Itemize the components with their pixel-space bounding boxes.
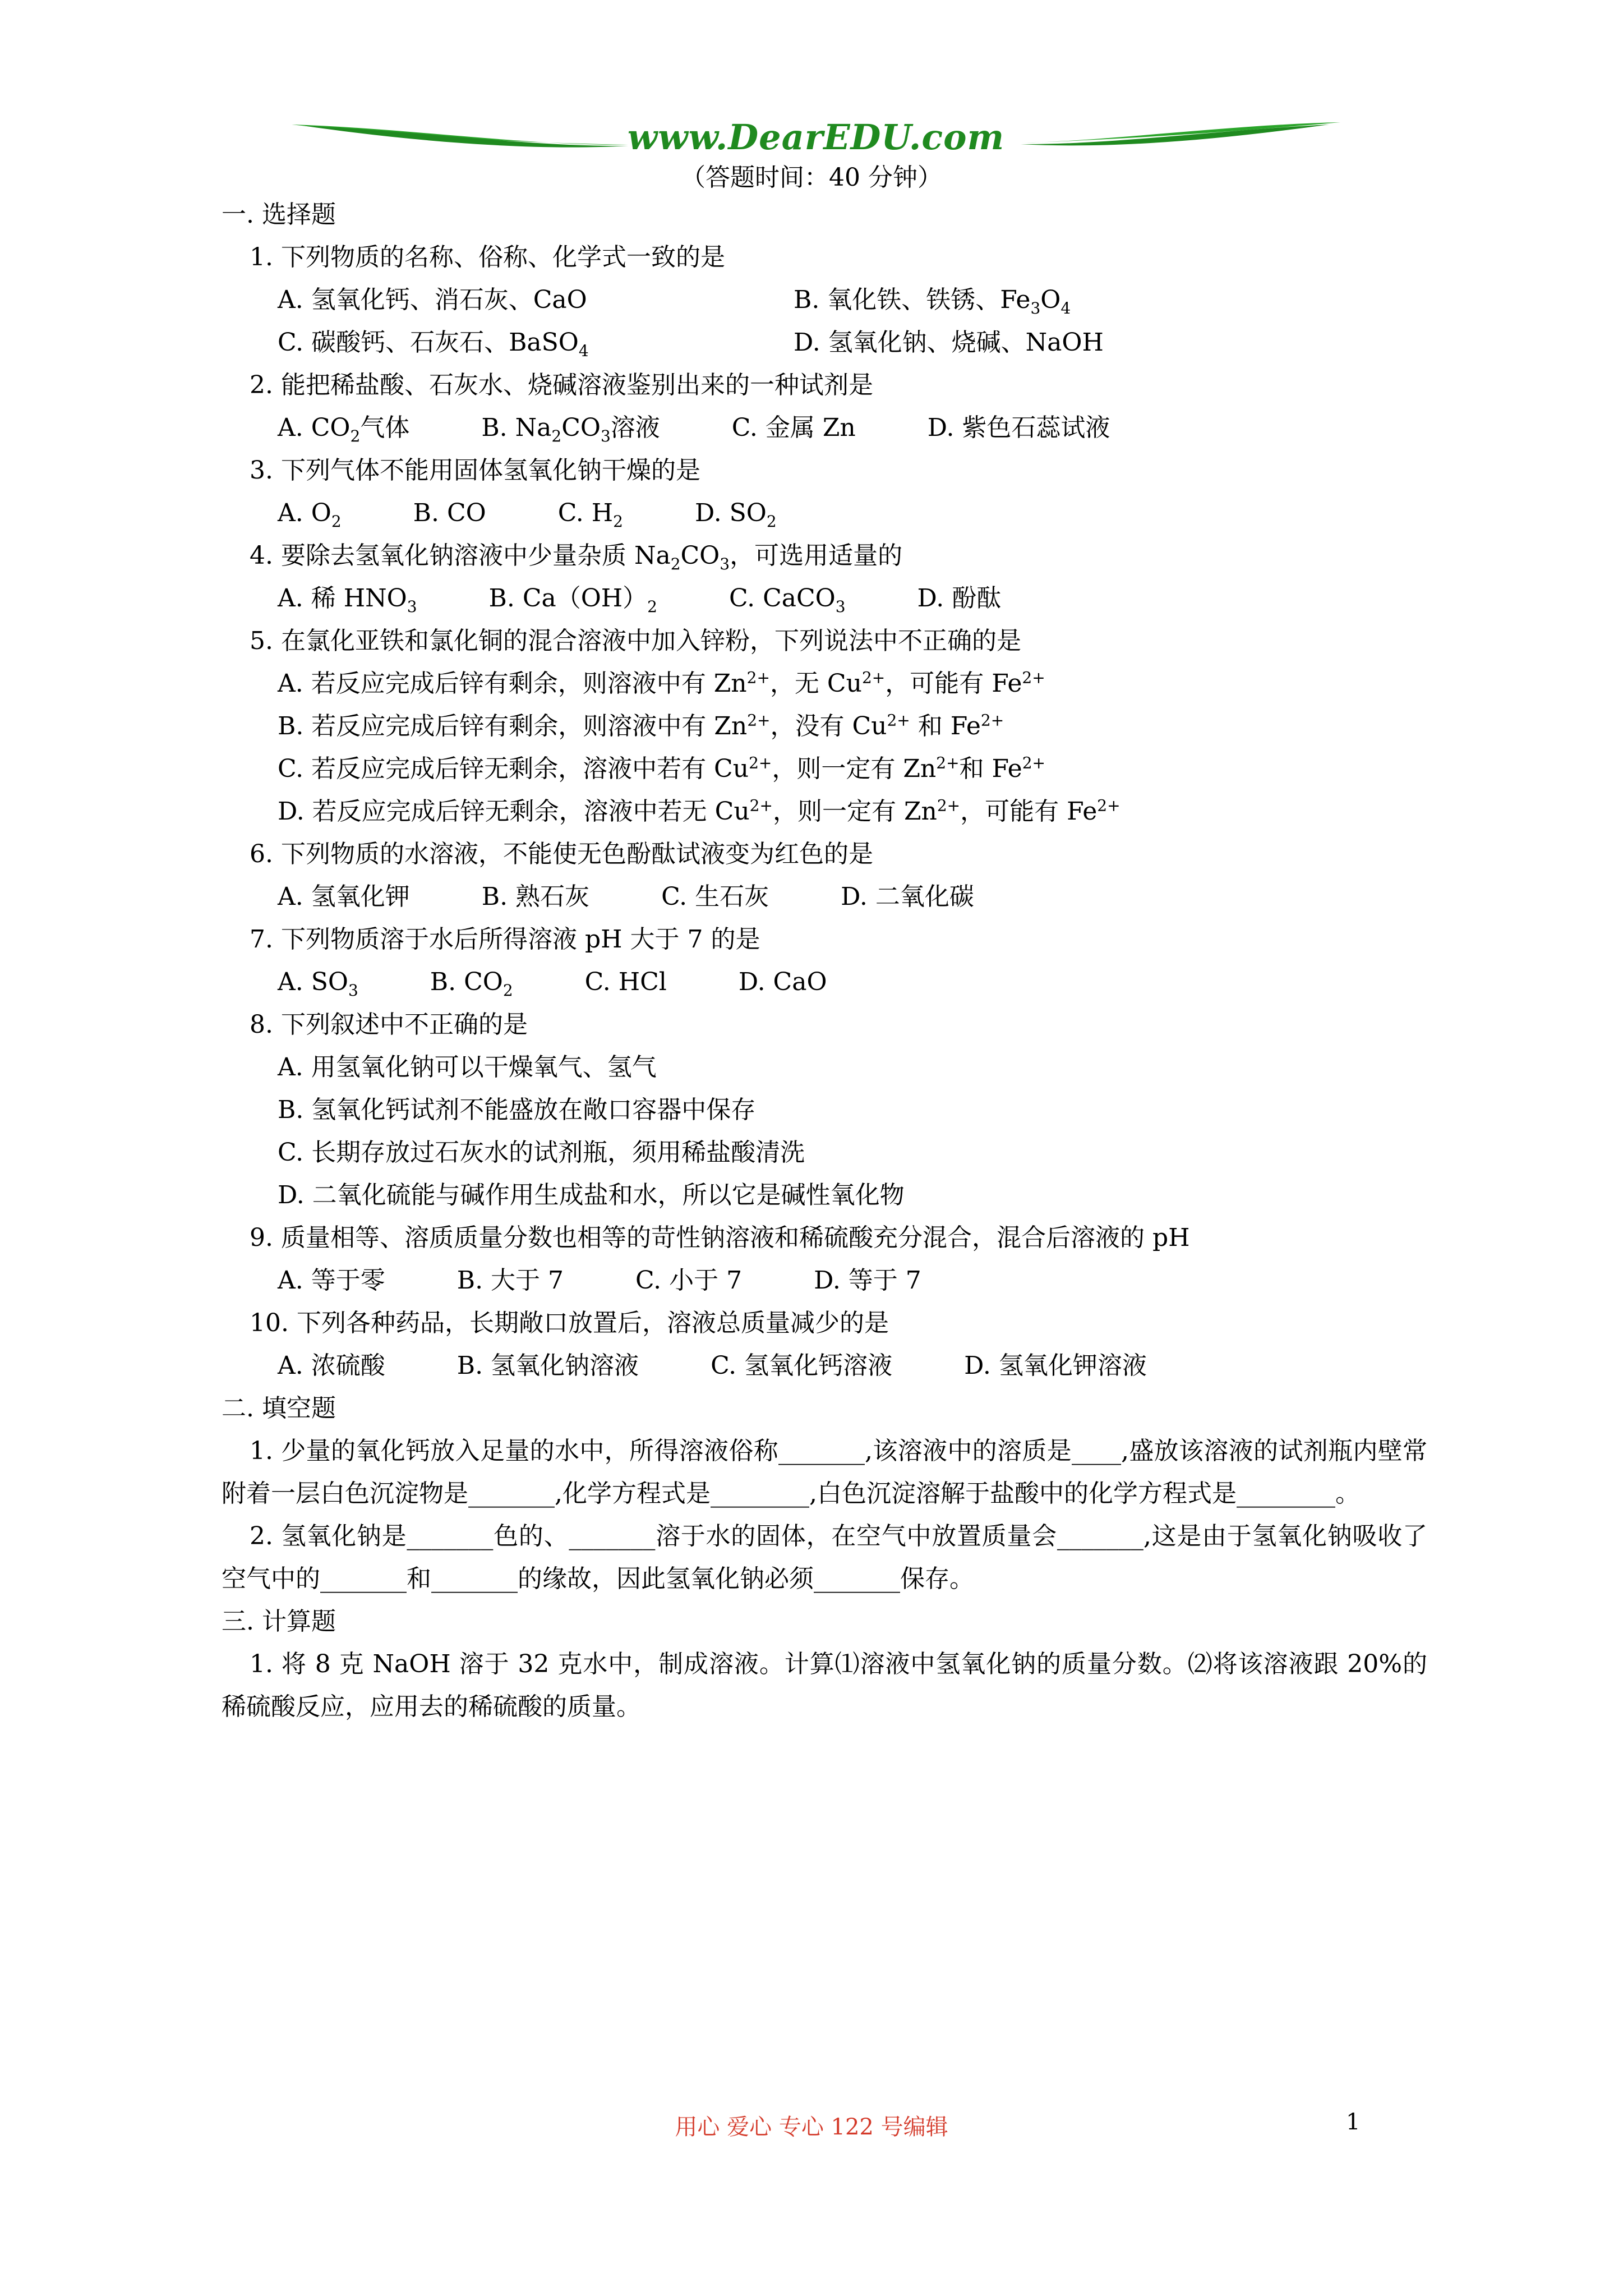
option-a: A. 稀 $HNO_3$ [278, 584, 417, 616]
page-number: 1 [1346, 2109, 1361, 2135]
option-c: C. 若反应完成后锌无剩余，溶液中若有 $Cu^{2+}$，则一定有 $Zn^{2+}$和 $Fe^{2+}$ [278, 753, 1045, 783]
question-7: 7. 下列物质溶于水后所得溶液 pH 大于 7 的是 [250, 925, 760, 954]
question-1: 1. 下列物质的名称、俗称、化学式一致的是 [250, 243, 725, 272]
question-1-options-row-1 [222, 279, 1427, 321]
option-a: A. 浓硫酸 [278, 1351, 385, 1380]
option-a: A. $CO_2$气体 [278, 413, 410, 445]
question-10-options [222, 1345, 1427, 1387]
page-footer [0, 2109, 1623, 2143]
option-d: D. 等于 7 [814, 1266, 921, 1295]
option-d: D. $SO_2$ [694, 499, 777, 531]
question-2: 2. 能把稀盐酸、石灰水、烧碱溶液鉴别出来的一种试剂是 [250, 371, 873, 399]
question-6: 6. 下列物质的水溶液，不能使无色酚酞试液变为红色的是 [250, 840, 873, 868]
option-b: B. CO [413, 499, 486, 527]
footer-credit: 用心 爱心 专心 122 号编辑 [675, 2114, 948, 2140]
fill-question-2: 2. 氢氧化钠是_______色的、_______溶于水的固体，在空气中放置质量会_______,这是由于氢氧化钠吸收了空气中的_______和_______的缘故，因此氢氧化钠必须_______保存。 [222, 1522, 1427, 1593]
option-c: C. 氢氧化钙溶液 [711, 1351, 893, 1380]
option-b: B. 大于 7 [457, 1266, 564, 1295]
question-6-options [222, 876, 1427, 918]
option-a: A. 氢氧化钾 [278, 882, 410, 911]
option-d: D. 二氧化硫能与碱作用生成盐和水，所以它是碱性氧化物 [278, 1181, 905, 1209]
site-logo-banner [292, 112, 1340, 163]
option-c: C. 生石灰 [661, 882, 769, 911]
section-heading-choice: 一. 选择题 [222, 200, 336, 229]
option-c: C. CaCO$_3$ [729, 584, 846, 616]
section-heading-fill: 二. 填空题 [222, 1394, 336, 1423]
question-9-options [222, 1259, 1427, 1302]
option-a: A. 等于零 [278, 1266, 385, 1295]
option-c: C. 碳酸钙、石灰石、BaSO$_4$ [278, 328, 589, 360]
option-c: C. 长期存放过石灰水的试剂瓶，须用稀盐酸清洗 [278, 1138, 805, 1167]
calc-question-1: 1. 将 8 克 NaOH 溶于 32 克水中，制成溶液。计算⑴溶液中氢氧化钠的质量分数。⑵将该溶液跟 20%的稀硫酸反应，应用去的稀硫酸的质量。 [222, 1650, 1427, 1721]
option-c: C. 小于 7 [635, 1266, 743, 1295]
option-d: D. 酚酞 [917, 584, 1002, 613]
option-c: C. HCl [584, 968, 667, 996]
logo-text: www.DearEDU.com [627, 117, 1005, 158]
question-3-options [222, 492, 1427, 535]
option-d: D. 紫色石蕊试液 [927, 413, 1110, 442]
time-note: （答题时间：40 分钟） [681, 163, 942, 192]
question-2-options [222, 407, 1427, 449]
option-a: A. 用氢氧化钠可以干燥氧气、氢气 [278, 1053, 657, 1082]
option-d: D. CaO [738, 968, 827, 996]
option-d: D. 氢氧化钾溶液 [964, 1351, 1147, 1380]
option-b: B. 氢氧化钙试剂不能盛放在敞口容器中保存 [278, 1096, 756, 1124]
option-b: B. 若反应完成后锌有剩余，则溶液中有 $Zn^{2+}$，没有 $Cu^{2+}$ 和 $Fe^{2+}$ [278, 711, 1004, 740]
exam-content [222, 194, 1427, 1728]
option-b: B. 氢氧化钠溶液 [457, 1351, 639, 1380]
option-b: B. $Ca(OH)_2$ [488, 584, 657, 616]
question-8: 8. 下列叙述中不正确的是 [250, 1010, 528, 1039]
option-d: D. 氢氧化钠、烧碱、NaOH [794, 328, 1104, 357]
option-c: C. $H_2$ [557, 499, 623, 531]
question-4: 4. 要除去氢氧化钠溶液中少量杂质 $Na_2CO_3$，可选用适量的 [250, 541, 903, 573]
question-3: 3. 下列气体不能用固体氢氧化钠干燥的是 [250, 456, 700, 485]
question-5: 5. 在氯化亚铁和氯化铜的混合溶液中加入锌粉，下列说法中不正确的是 [250, 627, 1021, 655]
option-c: C. 金属 Zn [731, 413, 856, 442]
fill-question-1: 1. 少量的氧化钙放入足量的水中，所得溶液俗称_______,该溶液中的溶质是____,盛放该溶液的试剂瓶内壁常附着一层白色沉淀物是_______,化学方程式是________,白色沉淀溶解于盐酸中的化学方程式是________。 [222, 1437, 1427, 1508]
option-d: D. 二氧化碳 [841, 882, 974, 911]
option-b: B. 熟石灰 [481, 882, 590, 911]
question-7-options [222, 961, 1427, 1004]
question-4-options [222, 577, 1427, 620]
option-a: A. $SO_3$ [278, 968, 358, 1000]
question-9: 9. 质量相等、溶质质量分数也相等的苛性钠溶液和稀硫酸充分混合，混合后溶液的 pH [250, 1223, 1190, 1252]
option-a: A. 氢氧化钙、消石灰、CaO [278, 286, 587, 314]
question-10: 10. 下列各种药品，长期敞口放置后，溶液总质量减少的是 [250, 1309, 889, 1337]
option-a: A. 若反应完成后锌有剩余，则溶液中有 $Zn^{2+}$，无 $Cu^{2+}$，可能有 $Fe^{2+}$ [278, 668, 1045, 698]
option-d: D. 若反应完成后锌无剩余，溶液中若无 $Cu^{2+}$，则一定有 $Zn^{2+}$，可能有 $Fe^{2+}$ [278, 796, 1121, 826]
option-a: A. $O_2$ [278, 499, 342, 531]
option-b: B. $Na_2CO_3$溶液 [481, 413, 660, 445]
section-heading-calc: 三. 计算题 [222, 1607, 336, 1636]
option-b: B. $CO_2$ [430, 968, 513, 1000]
question-1-options-row-2 [222, 321, 1427, 364]
option-b: B. 氧化铁、铁锈、$Fe_3O_4$ [794, 286, 1071, 318]
